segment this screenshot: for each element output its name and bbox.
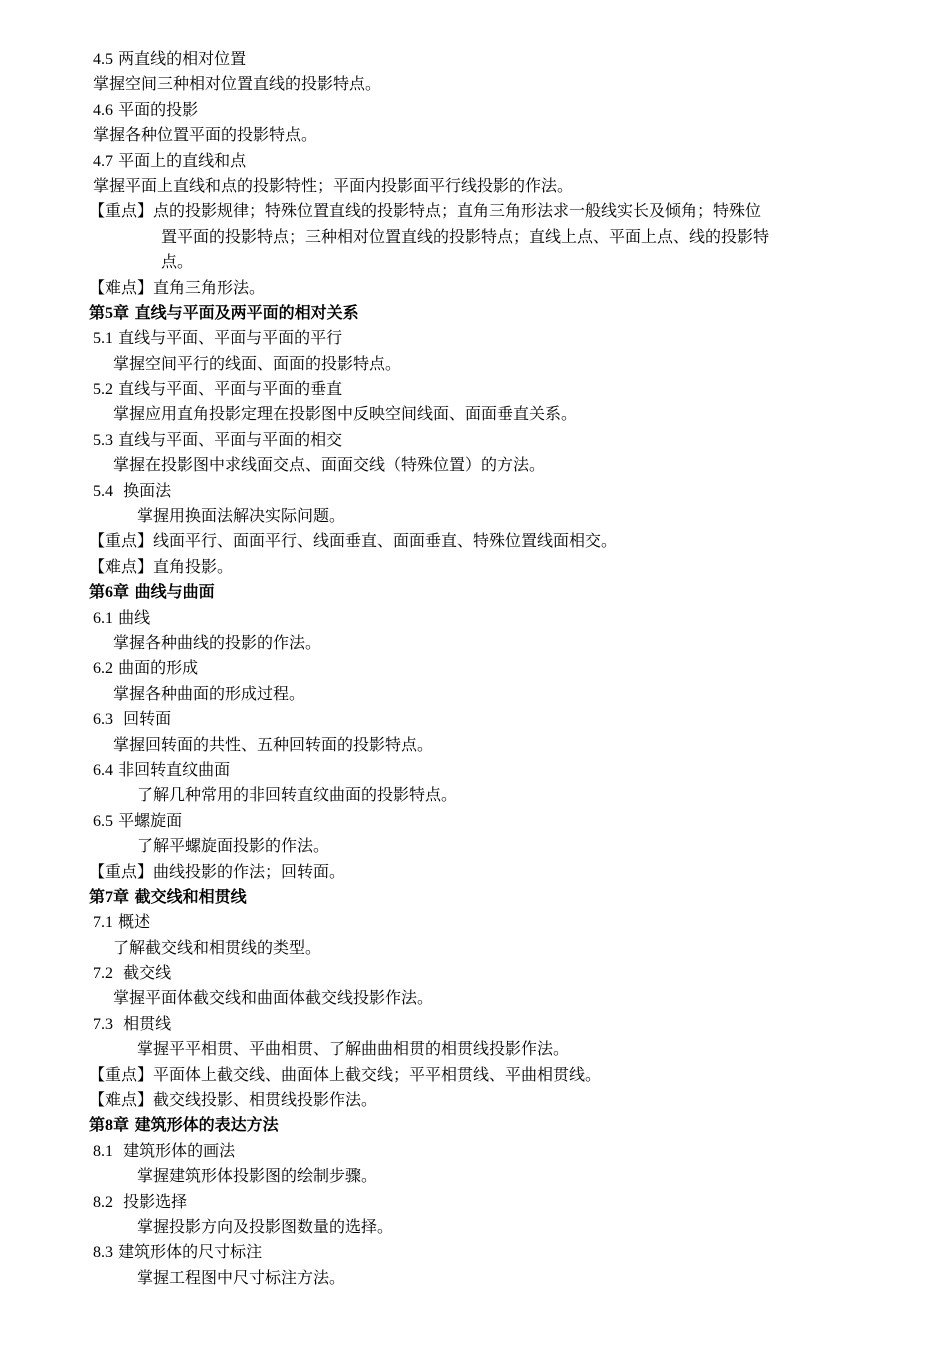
section-description: 掌握各种曲面的形成过程。 — [113, 683, 306, 703]
section-number: 5.2 — [93, 381, 113, 399]
section-heading — [0, 757, 951, 782]
section-title: 概述 — [113, 912, 151, 932]
section-number: 7.3 — [93, 1015, 113, 1033]
chapter-heading — [0, 1112, 951, 1137]
chapter-prefix: 第 — [89, 582, 106, 602]
section-number: 5.3 — [93, 431, 113, 449]
section-number: 4.6 — [93, 101, 113, 119]
chapter-title: 章 建筑形体的表达方法 — [113, 1115, 279, 1135]
section-title: 回转面 — [113, 709, 172, 729]
section-heading — [0, 427, 951, 452]
section-heading — [0, 1189, 951, 1214]
section-title: 直线与平面、平面与平面的相交 — [113, 429, 343, 449]
section-number: 6.2 — [93, 660, 113, 678]
section-heading — [0, 46, 951, 71]
chapter-prefix: 第 — [89, 886, 106, 906]
section-title: 非回转直纹曲面 — [113, 759, 231, 779]
section-title: 截交线 — [113, 963, 172, 983]
chapter-heading — [0, 300, 951, 325]
section-heading — [0, 808, 951, 833]
section-description: 了解几种常用的非回转直纹曲面的投影特点。 — [137, 785, 458, 805]
key-point-continuation: 点。 — [161, 252, 194, 272]
chapter-prefix: 第 — [89, 302, 106, 322]
section-heading — [0, 655, 951, 680]
section-number: 6.5 — [93, 812, 113, 830]
section-number: 5.1 — [93, 330, 113, 348]
section-title: 曲面的形成 — [113, 658, 199, 678]
key-point-line: 【重点】平面体上截交线、曲面体上截交线；平平相贯线、平曲相贯线。 — [89, 1064, 602, 1084]
syllabus-content — [0, 46, 951, 1290]
chapter-title: 章 截交线和相贯线 — [113, 886, 247, 906]
section-heading — [0, 1011, 951, 1036]
section-number: 6.4 — [93, 761, 113, 779]
section-description: 掌握各种曲线的投影的作法。 — [113, 632, 322, 652]
section-title: 两直线的相对位置 — [113, 49, 247, 68]
section-heading — [0, 148, 951, 173]
section-description: 掌握在投影图中求线面交点、面面交线（特殊位置）的方法。 — [113, 455, 546, 475]
section-heading — [0, 376, 951, 401]
section-heading — [0, 1138, 951, 1163]
key-point-line: 【重点】点的投影规律；特殊位置直线的投影特点；直角三角形法求一般线实长及倾角；特殊位 — [89, 201, 762, 221]
section-number: 7.2 — [93, 965, 113, 983]
chapter-title: 章 曲线与曲面 — [113, 582, 215, 602]
section-number: 8.2 — [93, 1193, 113, 1211]
key-point-line: 【重点】线面平行、面面平行、线面垂直、面面垂直、特殊位置线面相交。 — [89, 531, 618, 551]
section-title: 换面法 — [113, 480, 172, 500]
key-point-line: 【重点】曲线投影的作法；回转面。 — [89, 861, 346, 881]
section-title: 曲线 — [113, 607, 151, 627]
section-title: 建筑形体的画法 — [113, 1140, 236, 1160]
chapter-heading — [0, 579, 951, 604]
section-description: 掌握空间三种相对位置直线的投影特点。 — [93, 74, 382, 94]
section-title: 直线与平面、平面与平面的平行 — [113, 328, 343, 348]
section-description: 了解平螺旋面投影的作法。 — [137, 836, 330, 856]
chapter-prefix: 第 — [89, 1115, 106, 1135]
section-title: 相贯线 — [113, 1013, 172, 1033]
section-description: 掌握建筑形体投影图的绘制步骤。 — [137, 1166, 378, 1186]
section-description: 掌握空间平行的线面、面面的投影特点。 — [113, 353, 402, 373]
section-number: 6.3 — [93, 711, 113, 729]
section-title: 平螺旋面 — [113, 810, 183, 830]
section-number: 5.4 — [93, 482, 113, 500]
section-description: 掌握各种位置平面的投影特点。 — [93, 125, 318, 145]
section-title: 平面上的直线和点 — [113, 150, 247, 170]
section-number: 8.3 — [93, 1244, 113, 1262]
chapter-title: 章 直线与平面及两平面的相对关系 — [113, 302, 359, 322]
section-title: 投影选择 — [113, 1191, 188, 1211]
key-point-line: 【难点】截交线投影、相贯线投影作法。 — [89, 1090, 378, 1110]
section-number: 7.1 — [93, 914, 113, 932]
section-heading — [0, 478, 951, 503]
section-description: 掌握平平相贯、平曲相贯、了解曲曲相贯的相贯线投影作法。 — [137, 1039, 570, 1059]
section-number: 4.7 — [93, 152, 113, 170]
section-number: 6.1 — [93, 609, 113, 627]
section-title: 直线与平面、平面与平面的垂直 — [113, 379, 343, 399]
section-description: 了解截交线和相贯线的类型。 — [113, 937, 322, 957]
key-point-continuation: 置平面的投影特点；三种相对位置直线的投影特点；直线上点、平面上点、线的投影特 — [161, 226, 770, 246]
section-title: 平面的投影 — [113, 99, 199, 119]
chapter-number: 6 — [105, 584, 114, 602]
section-description: 掌握投影方向及投影图数量的选择。 — [137, 1216, 394, 1236]
chapter-number: 5 — [105, 304, 114, 322]
section-number: 4.5 — [93, 51, 113, 68]
section-description: 掌握用换面法解决实际问题。 — [137, 506, 346, 526]
key-point-line: 【难点】直角三角形法。 — [89, 277, 266, 297]
section-number: 8.1 — [93, 1142, 113, 1160]
section-description: 掌握平面体截交线和曲面体截交线投影作法。 — [113, 988, 434, 1008]
section-heading — [0, 605, 951, 630]
section-description: 掌握应用直角投影定理在投影图中反映空间线面、面面垂直关系。 — [113, 404, 578, 424]
section-heading — [0, 909, 951, 934]
chapter-number: 7 — [105, 888, 114, 906]
section-heading — [0, 960, 951, 985]
section-heading — [0, 706, 951, 731]
section-title: 建筑形体的尺寸标注 — [113, 1242, 263, 1262]
section-description: 掌握回转面的共性、五种回转面的投影特点。 — [113, 734, 434, 754]
section-description: 掌握工程图中尺寸标注方法。 — [137, 1267, 346, 1287]
key-point-line: 【难点】直角投影。 — [89, 556, 234, 576]
section-heading — [0, 325, 951, 350]
chapter-heading — [0, 884, 951, 909]
section-heading — [0, 1239, 951, 1264]
section-heading — [0, 97, 951, 122]
chapter-number: 8 — [105, 1117, 114, 1135]
section-description: 掌握平面上直线和点的投影特性；平面内投影面平行线投影的作法。 — [93, 175, 574, 195]
